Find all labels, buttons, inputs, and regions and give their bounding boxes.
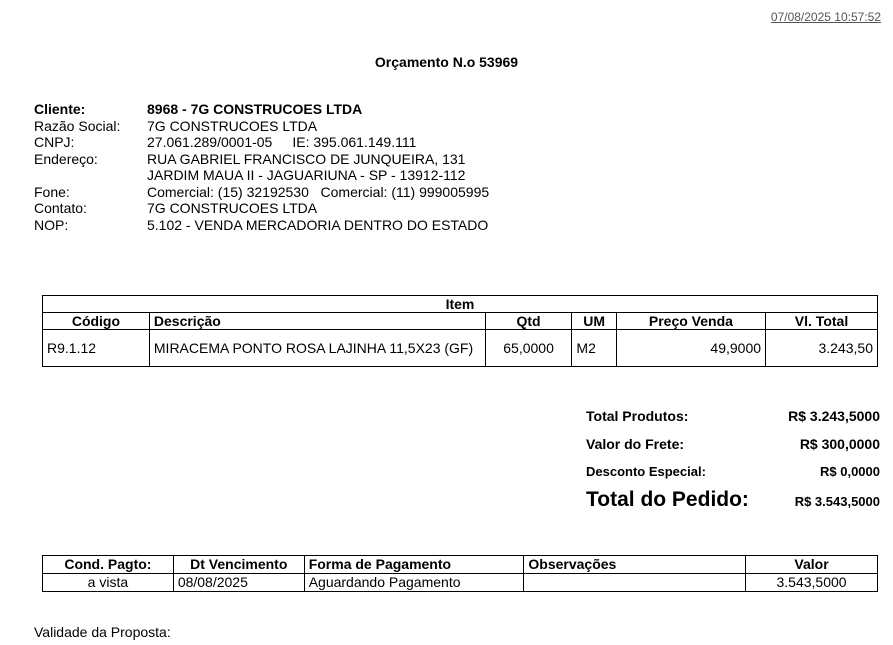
desconto-label: Desconto Especial: [586, 464, 706, 479]
contato-label: Contato: [34, 200, 87, 216]
ie-label: IE: [292, 134, 310, 150]
timestamp: 07/08/2025 10:57:52 [770, 10, 881, 24]
ie-value: 395.061.149.111 [313, 134, 417, 150]
endereco-line1: RUA GABRIEL FRANCISCO DE JUNQUEIRA, 131 [147, 150, 466, 167]
items-table [42, 295, 878, 367]
cliente-label: Cliente: [34, 101, 86, 117]
cnpj-value: 27.061.289/0001-05 [147, 134, 273, 150]
validade-label: Validade da Proposta: [34, 624, 171, 640]
total-produtos-value: R$ 3.243,5000 [788, 408, 880, 424]
items-group-header-row [43, 296, 878, 313]
frete-value: R$ 300,0000 [799, 436, 880, 452]
cell-descricao: MIRACEMA PONTO ROSA LAJINHA 11,5X23 (GF) [149, 330, 485, 367]
col-header-qtd: Qtd [485, 313, 572, 330]
cell-total: 3.243,50 [766, 330, 878, 367]
endereco-label: Endereço: [34, 150, 98, 167]
payment-table [42, 555, 878, 592]
endereco-row [34, 151, 489, 168]
totals-block [586, 408, 880, 512]
total-produtos-label: Total Produtos: [586, 408, 689, 424]
fone-value: Comercial: (15) 32192530 Comercial: (11) 999005995 [147, 183, 490, 200]
client-info [34, 101, 489, 233]
col-header-preco: Preço Venda [616, 313, 765, 330]
items-header-row [43, 313, 878, 330]
endereco-line2: JARDIM MAUA II - JAGUARIUNA - SP - 13912-112 [147, 167, 466, 183]
payment-header-row [43, 556, 878, 574]
total-pedido-value: R$ 3.543,5000 [794, 494, 880, 509]
col-header-descricao: Descrição [149, 313, 485, 330]
col-header-valor: Valor [746, 556, 878, 574]
cell-valor: 3.543,5000 [746, 574, 878, 592]
cell-forma-pagamento: Aguardando Pagamento [304, 574, 524, 592]
cell-qtd: 65,0000 [485, 330, 572, 367]
col-header-forma-pagamento: Forma de Pagamento [304, 556, 524, 574]
cell-codigo: R9.1.12 [43, 330, 150, 367]
fone-label: Fone: [34, 183, 70, 200]
table-row [43, 330, 878, 367]
items-group-header: Item [43, 296, 878, 313]
contato-row [34, 200, 489, 217]
col-header-dt-vencimento: Dt Vencimento [173, 556, 304, 574]
col-header-um: UM [572, 313, 616, 330]
cell-preco: 49,9000 [616, 330, 765, 367]
cell-observacoes [524, 574, 746, 592]
document-title: Orçamento N.o 53969 [374, 54, 519, 70]
fone-row [34, 184, 489, 201]
col-header-total: Vl. Total [766, 313, 878, 330]
cell-dt-vencimento: 08/08/2025 [173, 574, 304, 592]
nop-row [34, 217, 489, 234]
col-header-cond-pagto: Cond. Pagto: [43, 556, 174, 574]
cell-um: M2 [572, 330, 616, 367]
nop-label: NOP: [34, 216, 69, 233]
cliente-value: 8968 - 7G CONSTRUCOES LTDA [147, 101, 363, 117]
razao-label: Razão Social: [34, 117, 121, 134]
desconto-value: R$ 0,0000 [820, 464, 880, 479]
razao-value: 7G CONSTRUCOES LTDA [147, 117, 318, 134]
table-row [43, 574, 878, 592]
frete-row [586, 436, 880, 464]
client-row [34, 101, 489, 118]
total-pedido-label: Total do Pedido: [586, 488, 749, 511]
cnpj-label: CNPJ: [34, 134, 75, 150]
endereco-row-2 [34, 167, 489, 184]
nop-value: 5.102 - VENDA MERCADORIA DENTRO DO ESTADO [147, 216, 489, 233]
total-produtos-row [586, 408, 880, 436]
cnpj-row [34, 134, 489, 151]
contato-value: 7G CONSTRUCOES LTDA [147, 200, 318, 216]
frete-label: Valor do Frete: [586, 436, 685, 452]
col-header-observacoes: Observações [524, 556, 746, 574]
desconto-row [586, 464, 880, 488]
total-pedido-row [586, 488, 880, 512]
cell-cond-pagto: a vista [43, 574, 174, 592]
col-header-codigo: Código [43, 313, 150, 330]
razao-row [34, 118, 489, 135]
